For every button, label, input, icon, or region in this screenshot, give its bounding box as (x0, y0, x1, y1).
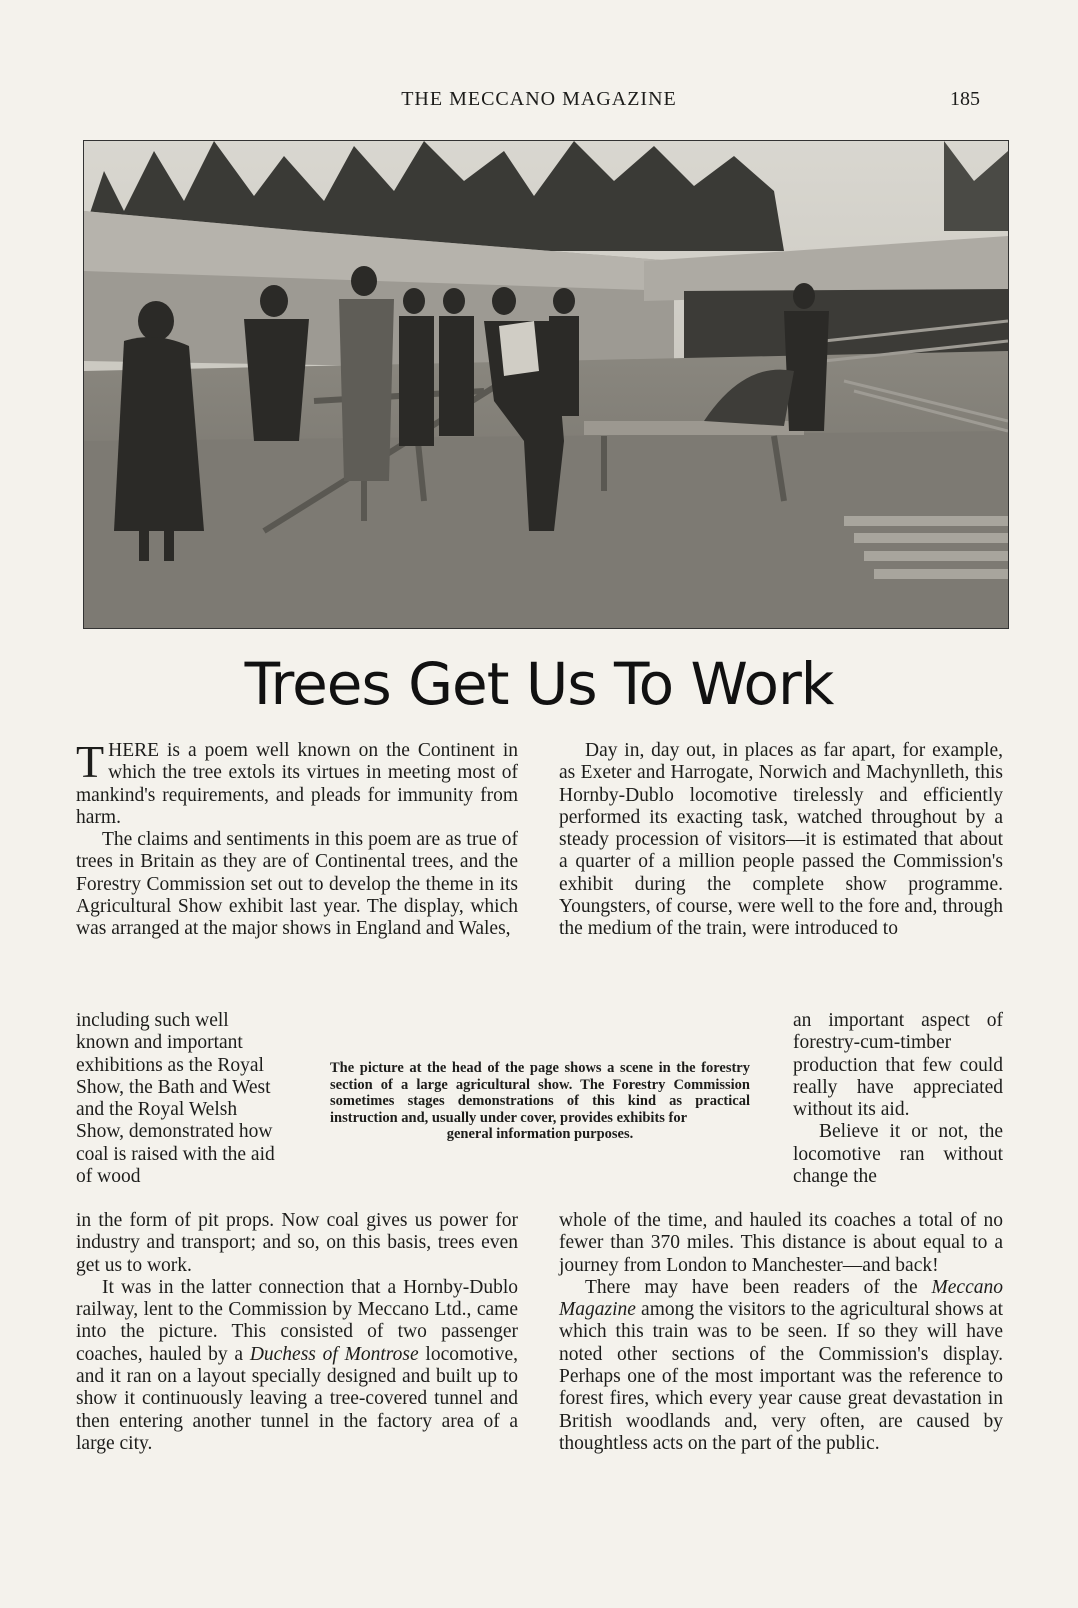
right-paragraph-2-narrow: Believe it or not, the locomotive ran without change the (793, 1121, 1003, 1188)
right-paragraph-1: Day in, day out, in places as far apart, for example, as Exeter and Harrogate, Norwich and Machynlleth, this Hornby-Dublo locomotive tirelessly and efficiently performed its exacting task, watched throughout by a steady procession of visitors—it is estimated that about a quarter of a million people passed the Commission's exhibit during the complete show programme. Youngsters, of course, were well to the fore and, through the medium of the train, were introduced to (559, 740, 1003, 940)
page-number: 185 (950, 88, 980, 110)
right-paragraph-3 (559, 1277, 1003, 1455)
locomotive-name: Duchess of Montrose (249, 1343, 419, 1365)
magazine-title: THE MECCANO MAGAZINE (401, 88, 677, 110)
left-paragraph-2-narrow: including such well known and important exhibitions as the Royal Show, the Bath and West and the Royal Welsh Show, demonstrated how coal is raised with the aid of wood (76, 1010, 275, 1188)
left-paragraph-2-end: in the form of pit props. Now coal gives us power for industry and transport; and so, on this basis, trees even get us to work. (76, 1210, 518, 1276)
caption-main: The picture at the head of the page shows a scene in the forestry section of a large agricultural show. The Forestry Commission sometimes stages demonstrations of this kind as practical instruction and, usually under cover, provides exhibits for (330, 1060, 750, 1126)
right-column-narrow (793, 1010, 1003, 1188)
left-paragraph-2: The claims and sentiments in this poem are as true of trees in Britain as they are of Continental trees, and the Forestry Commission set out to develop the theme in its Agricultural Show exhibit last year. The display, which was arranged at the major shows in England and Wales, (76, 829, 518, 940)
photo-caption (330, 1060, 750, 1143)
left-column-bottom (76, 1210, 518, 1455)
drop-cap: T (76, 736, 105, 787)
left-p3-end: locomotive, and it ran on a layout specially designed and built up to show it continuously leaving a tree-covered tunnel and then entering another tunnel in the factory area of a large city. (76, 1343, 519, 1454)
left-column-top (76, 736, 518, 941)
forestry-show-photo (83, 140, 1009, 629)
right-paragraph-1-narrow: an important aspect of forestry-cum-timber production that few could really have appreciated without its aid. (793, 1010, 1003, 1121)
left-p3-start: It was in the latter connection that a Hornby-Dublo railway, lent to the Commission by Meccano Ltd., came into the picture. This consisted of two passenger coaches, hauled by a (76, 1276, 518, 1365)
right-column-bottom (559, 1210, 1003, 1455)
left-paragraph-1: HERE is a poem well known on the Continent in which the tree extols its virtues in meeting most of mankind's requirements, and pleads for immunity from harm. (76, 740, 518, 828)
right-column-top (559, 740, 1003, 941)
left-column-narrow (76, 1010, 286, 1188)
right-paragraph-2-end: whole of the time, and hauled its coaches a total of no fewer than 370 miles. This distance is about equal to a journey from London to Manchester—and back! (559, 1210, 1003, 1276)
right-p3-end: among the visitors to the agricultural shows at which this train was to be seen. If so they will have noted other sections of the Commission's display. Perhaps one of the most important was the reference to forest fires, which every year cause great devastation in British woodlands and, very often, are caused by thoughtless acts on the part of the public. (559, 1299, 1003, 1454)
right-p3-start: There may have been readers of the (585, 1276, 932, 1298)
article-title: Trees Get Us To Work (244, 650, 834, 718)
left-paragraph-3 (76, 1277, 518, 1455)
magazine-name: Meccano Magazine (559, 1276, 1003, 1321)
caption-last-line: general information purposes. (446, 1126, 634, 1142)
